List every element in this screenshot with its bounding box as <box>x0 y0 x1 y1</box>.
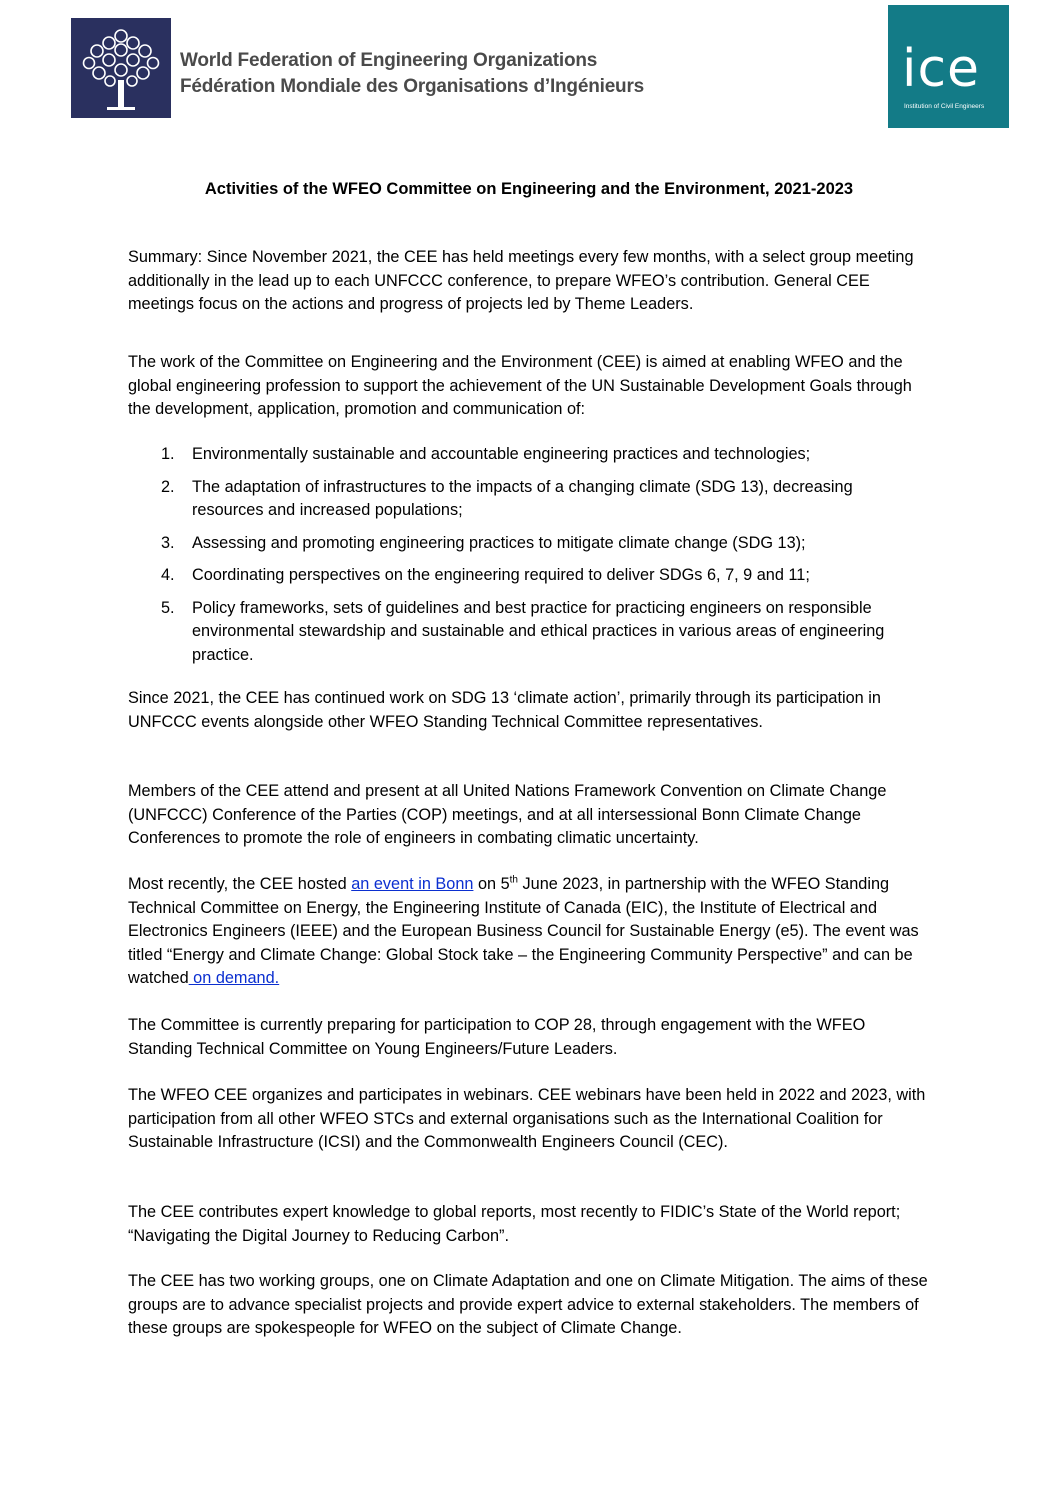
cop28-paragraph: The Committee is currently preparing for participation to COP 28, through engagement with the WFEO Standing Technical Committee on Young Engineers/Future Leaders. <box>128 1016 866 1058</box>
ice-logo-word: ice <box>902 39 981 99</box>
members-paragraph: Members of the CEE attend and present at all United Nations Framework Convention on Climate Change (UNFCCC) Conference of the Parties (COP) meetings, and at all intersessional Bonn Climate Change Conferences to promote the role of engineers in combating climatic uncertainty. <box>128 782 887 847</box>
list-item <box>128 476 928 523</box>
recent-text-start: Most recently, the CEE hosted <box>128 875 352 893</box>
list-item-text: Assessing and promoting engineering practices to mitigate climate change (SDG 13); <box>192 533 806 552</box>
list-item-text: Environmentally sustainable and accountable engineering practices and technologies; <box>192 445 811 463</box>
list-item-number: 2. <box>161 477 175 496</box>
working-groups-paragraph: The CEE has two working groups, one on Climate Adaptation and one on Climate Mitigation. The aims of these groups are to advance specialist projects and provide expert advice to external stakeholders. The members of these groups are spokespeople for WFEO on the subject of Climate Change. <box>128 1272 928 1337</box>
intro-paragraph: The work of the Committee on Engineering and the Environment (CEE) is aimed at enabling WFEO and the global engineering profession to support the achievement of the UN Sustainable Development Goals through the development, application, promotion and communication of: <box>128 353 912 418</box>
list-item-number: 5. <box>161 598 175 617</box>
list-item-number: 3. <box>161 533 175 552</box>
wfeo-tree-logo <box>71 18 171 118</box>
list-item-text: Policy frameworks, sets of guidelines and best practice for practicing engineers on responsible environmental stewardship and sustainable and ethical practices in various areas of engineering practice. <box>192 598 885 664</box>
list-item-number: 4. <box>161 566 175 584</box>
recent-event-paragraph <box>128 873 928 991</box>
list-item-text: The adaptation of infrastructures to the impacts of a changing climate (SDG 13), decreasing resources and increased populations; <box>192 477 853 519</box>
since-2021-paragraph: Since 2021, the CEE has continued work on SDG 13 ‘climate action’, primarily through its participation in UNFCCC events alongside other WFEO Standing Technical Committee representatives. <box>128 689 881 731</box>
org-name-fr: Fédération Mondiale des Organisations d’Ingénieurs <box>180 76 645 97</box>
recent-text-middle: June 2023, in partnership with the WFEO Standing Technical Committee on Energy, the Engineering Institute of Canada (EIC), the Institute of Electrical and Electronics Engineers (IEEE) and the European Business Council for Sustainable Energy (e5). The event was titled “Energy and Climate Change: Global Stock take – the Engineering Community Perspective” and can be watched <box>128 875 919 987</box>
summary-paragraph: Summary: Since November 2021, the CEE has held meetings every few months, with a select group meeting additionally in the lead up to each UNFCCC conference, to prepare WFEO’s contribution. General CEE meetings focus on the actions and progress of projects led by Theme Leaders. <box>128 248 914 313</box>
on-demand-link[interactable]: on demand. <box>188 969 280 987</box>
org-name-en: World Federation of Engineering Organizations <box>180 50 598 71</box>
list-item-number: 1. <box>161 445 175 463</box>
list-item <box>128 597 928 668</box>
webinars-paragraph: The WFEO CEE organizes and participates in webinars. CEE webinars have been held in 2022 and 2023, with participation from all other WFEO STCs and external organisations such as the International Coalition for Sustainable Infrastructure (ICSI) and the Commonwealth Engineers Council (CEC). <box>128 1086 926 1151</box>
event-in-bonn-link[interactable]: an event in Bonn <box>351 875 474 893</box>
list-item <box>128 443 928 467</box>
list-item <box>128 532 928 556</box>
wfeo-org-name <box>180 48 644 100</box>
ice-logo-subtitle: Institution of Civil Engineers <box>904 103 985 110</box>
ice-logo <box>888 5 1009 128</box>
objectives-list <box>128 443 928 676</box>
date-superscript: th <box>509 874 518 886</box>
recent-text-date: on 5 <box>473 875 510 893</box>
list-item <box>128 564 928 588</box>
reports-paragraph: The CEE contributes expert knowledge to global reports, most recently to FIDIC’s State of the World report; “Navigating the Digital Journey to Reducing Carbon”. <box>128 1203 901 1245</box>
list-item-text: Coordinating perspectives on the engineering required to deliver SDGs 6, 7, 9 and 11; <box>192 566 810 584</box>
document-title: Activities of the WFEO Committee on Engineering and the Environment, 2021-2023 <box>204 180 854 198</box>
